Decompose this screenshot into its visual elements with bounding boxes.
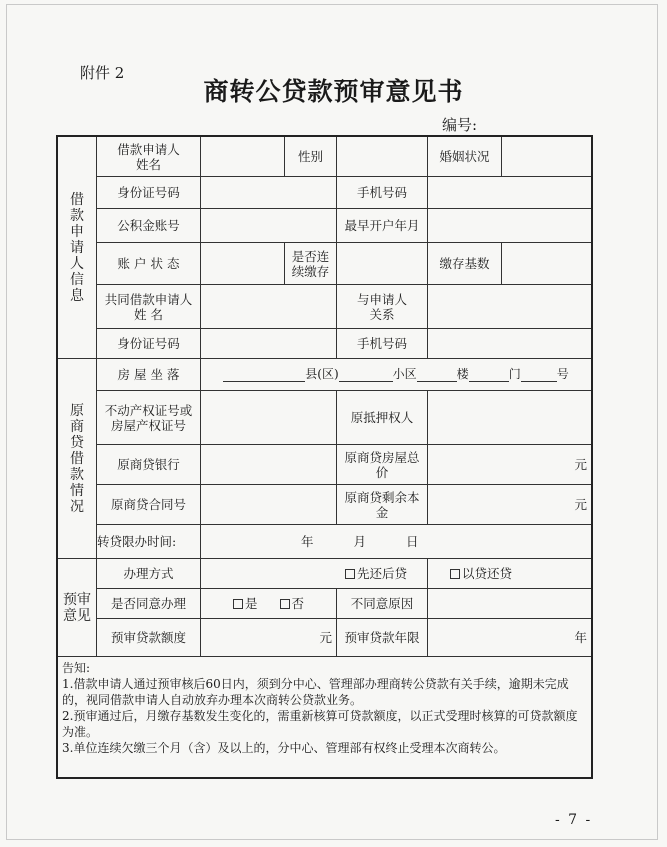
section-char: 情 xyxy=(70,482,84,499)
gender-field[interactable] xyxy=(337,137,428,177)
remaining-principal-field[interactable] xyxy=(428,485,591,525)
continuous-deposit-field[interactable] xyxy=(337,243,428,285)
account-status-field[interactable] xyxy=(201,243,285,285)
original-mortgagee-field[interactable] xyxy=(428,391,591,445)
county-blank[interactable] xyxy=(223,368,305,382)
section-char: 息 xyxy=(70,287,84,304)
co-applicant-name-label: 共同借款申请人 姓 名 xyxy=(97,285,201,329)
reject-reason-field[interactable] xyxy=(428,589,591,619)
original-bank-label: 原商贷银行 xyxy=(97,445,201,485)
id-number-field[interactable] xyxy=(201,177,337,209)
checkbox-icon[interactable] xyxy=(345,569,355,579)
phone-label: 手机号码 xyxy=(337,177,428,209)
yuan-unit: 元 xyxy=(574,457,587,472)
section-char: 贷 xyxy=(70,434,84,451)
yuan-unit: 元 xyxy=(319,630,332,645)
loan-amount-label: 预审贷款额度 xyxy=(97,619,201,657)
no-label: 否 xyxy=(291,596,305,611)
applicant-name-field[interactable] xyxy=(201,137,285,177)
original-total-price-field[interactable] xyxy=(428,445,591,485)
original-total-price-label: 原商贷房屋总 价 xyxy=(337,445,428,485)
relation-label: 与申请人 关系 xyxy=(337,285,428,329)
marital-status-field[interactable] xyxy=(502,137,591,177)
loan-amount-field[interactable] xyxy=(201,619,337,657)
section-char: 借 xyxy=(70,191,84,208)
original-contract-field[interactable] xyxy=(201,485,337,525)
earliest-open-month-field[interactable] xyxy=(428,209,591,243)
original-bank-field[interactable] xyxy=(201,445,337,485)
yes-label: 是 xyxy=(244,596,258,611)
section-char: 商 xyxy=(70,418,84,435)
loan-years-field[interactable] xyxy=(428,619,591,657)
original-mortgagee-label: 原抵押权人 xyxy=(337,391,428,445)
section-char: 原 xyxy=(70,402,84,419)
checkbox-icon[interactable] xyxy=(233,599,243,609)
section-char: 人 xyxy=(70,255,84,272)
loan-years-label: 预审贷款年限 xyxy=(337,619,428,657)
co-id-number-field[interactable] xyxy=(201,329,337,359)
yuan-unit: 元 xyxy=(574,497,587,512)
section-pre-review xyxy=(58,559,97,657)
district-label: 小区 xyxy=(392,367,417,381)
building-label: 楼 xyxy=(456,367,469,381)
account-status-label: 账 户 状 态 xyxy=(97,243,201,285)
notice-heading: 告知: xyxy=(62,661,91,675)
county-label: 县(区) xyxy=(305,367,339,381)
serial-number-label: 编号: xyxy=(442,116,478,134)
option-repay-first-label: 先还后贷 xyxy=(356,566,407,581)
fund-account-field[interactable] xyxy=(201,209,337,243)
co-id-number-label: 身份证号码 xyxy=(97,329,201,359)
agree-options[interactable] xyxy=(201,589,337,619)
month-label: 月 xyxy=(353,534,367,549)
section-char: 预审 xyxy=(63,591,91,608)
co-phone-label: 手机号码 xyxy=(337,329,428,359)
section-char: 款 xyxy=(70,207,84,224)
option-loan-repay-label: 以贷还贷 xyxy=(462,566,513,581)
number-label: 号 xyxy=(556,367,569,381)
earliest-open-month-label: 最早开户年月 xyxy=(337,209,428,243)
id-number-label: 身份证号码 xyxy=(97,177,201,209)
section-char: 请 xyxy=(70,239,84,256)
applicant-name-label: 借款申请人 姓名 xyxy=(97,137,201,177)
section-char: 借 xyxy=(70,450,84,467)
building-blank[interactable] xyxy=(417,368,457,382)
deposit-base-label: 缴存基数 xyxy=(428,243,502,285)
fund-account-label: 公积金账号 xyxy=(97,209,201,243)
district-blank[interactable] xyxy=(339,368,393,382)
years-unit: 年 xyxy=(574,630,587,645)
pre-review-form-table xyxy=(56,135,593,779)
method-label: 办理方式 xyxy=(97,559,201,589)
year-label: 年 xyxy=(301,534,314,549)
deadline-field[interactable] xyxy=(201,525,591,559)
notice-item: 3.单位连续欠缴三个月（含）及以上的，分中心、管理部有权终止受理本次商转公。 xyxy=(62,741,506,755)
section-char: 申 xyxy=(70,223,84,240)
notice-block xyxy=(58,657,591,777)
continuous-deposit-label: 是否连 续缴存 xyxy=(285,243,337,285)
notice-item: 2.预审通过后，月缴存基数发生变化的，需重新核算可贷款额度，以正式受理时核算的可贷款额度为准。 xyxy=(62,709,578,739)
section-applicant-info xyxy=(58,137,97,359)
relation-field[interactable] xyxy=(428,285,591,329)
attachment-label: 附件 2 xyxy=(80,64,125,82)
section-char: 信 xyxy=(70,271,84,288)
deadline-label: 转贷限办时间: xyxy=(97,525,201,559)
co-phone-field[interactable] xyxy=(428,329,591,359)
page-title: 商转公贷款预审意见书 xyxy=(203,77,464,106)
house-location-field[interactable] xyxy=(201,359,591,391)
remaining-principal-label: 原商贷剩余本 金 xyxy=(337,485,428,525)
unit-blank[interactable] xyxy=(469,368,509,382)
deposit-base-field[interactable] xyxy=(502,243,591,285)
property-cert-label: 不动产权证号或 房屋产权证号 xyxy=(97,391,201,445)
property-cert-field[interactable] xyxy=(201,391,337,445)
marital-status-label: 婚姻状况 xyxy=(428,137,502,177)
section-char: 意见 xyxy=(63,607,91,624)
gender-label: 性别 xyxy=(285,137,337,177)
option-repay-first[interactable] xyxy=(201,559,428,589)
number-blank[interactable] xyxy=(521,368,557,382)
checkbox-icon[interactable] xyxy=(280,599,290,609)
reject-reason-label: 不同意原因 xyxy=(337,589,428,619)
phone-field[interactable] xyxy=(428,177,591,209)
day-label: 日 xyxy=(406,534,419,549)
original-contract-label: 原商贷合同号 xyxy=(97,485,201,525)
option-loan-repay[interactable] xyxy=(428,559,591,589)
section-original-loan xyxy=(58,359,97,559)
section-char: 款 xyxy=(70,466,84,483)
agree-label: 是否同意办理 xyxy=(97,589,201,619)
co-applicant-name-field[interactable] xyxy=(201,285,337,329)
notice-item: 1.借款申请人通过预审核后60日内，须到分中心、管理部办理商转公贷款有关手续，逾期未完成的，视同借款申请人自动放弃办理本次商转公贷款业务。 xyxy=(62,677,569,707)
unit-label: 门 xyxy=(508,367,521,381)
checkbox-icon[interactable] xyxy=(450,569,460,579)
section-char: 况 xyxy=(70,498,84,515)
page-number: - 7 - xyxy=(555,812,593,828)
house-location-label: 房 屋 坐 落 xyxy=(97,359,201,391)
